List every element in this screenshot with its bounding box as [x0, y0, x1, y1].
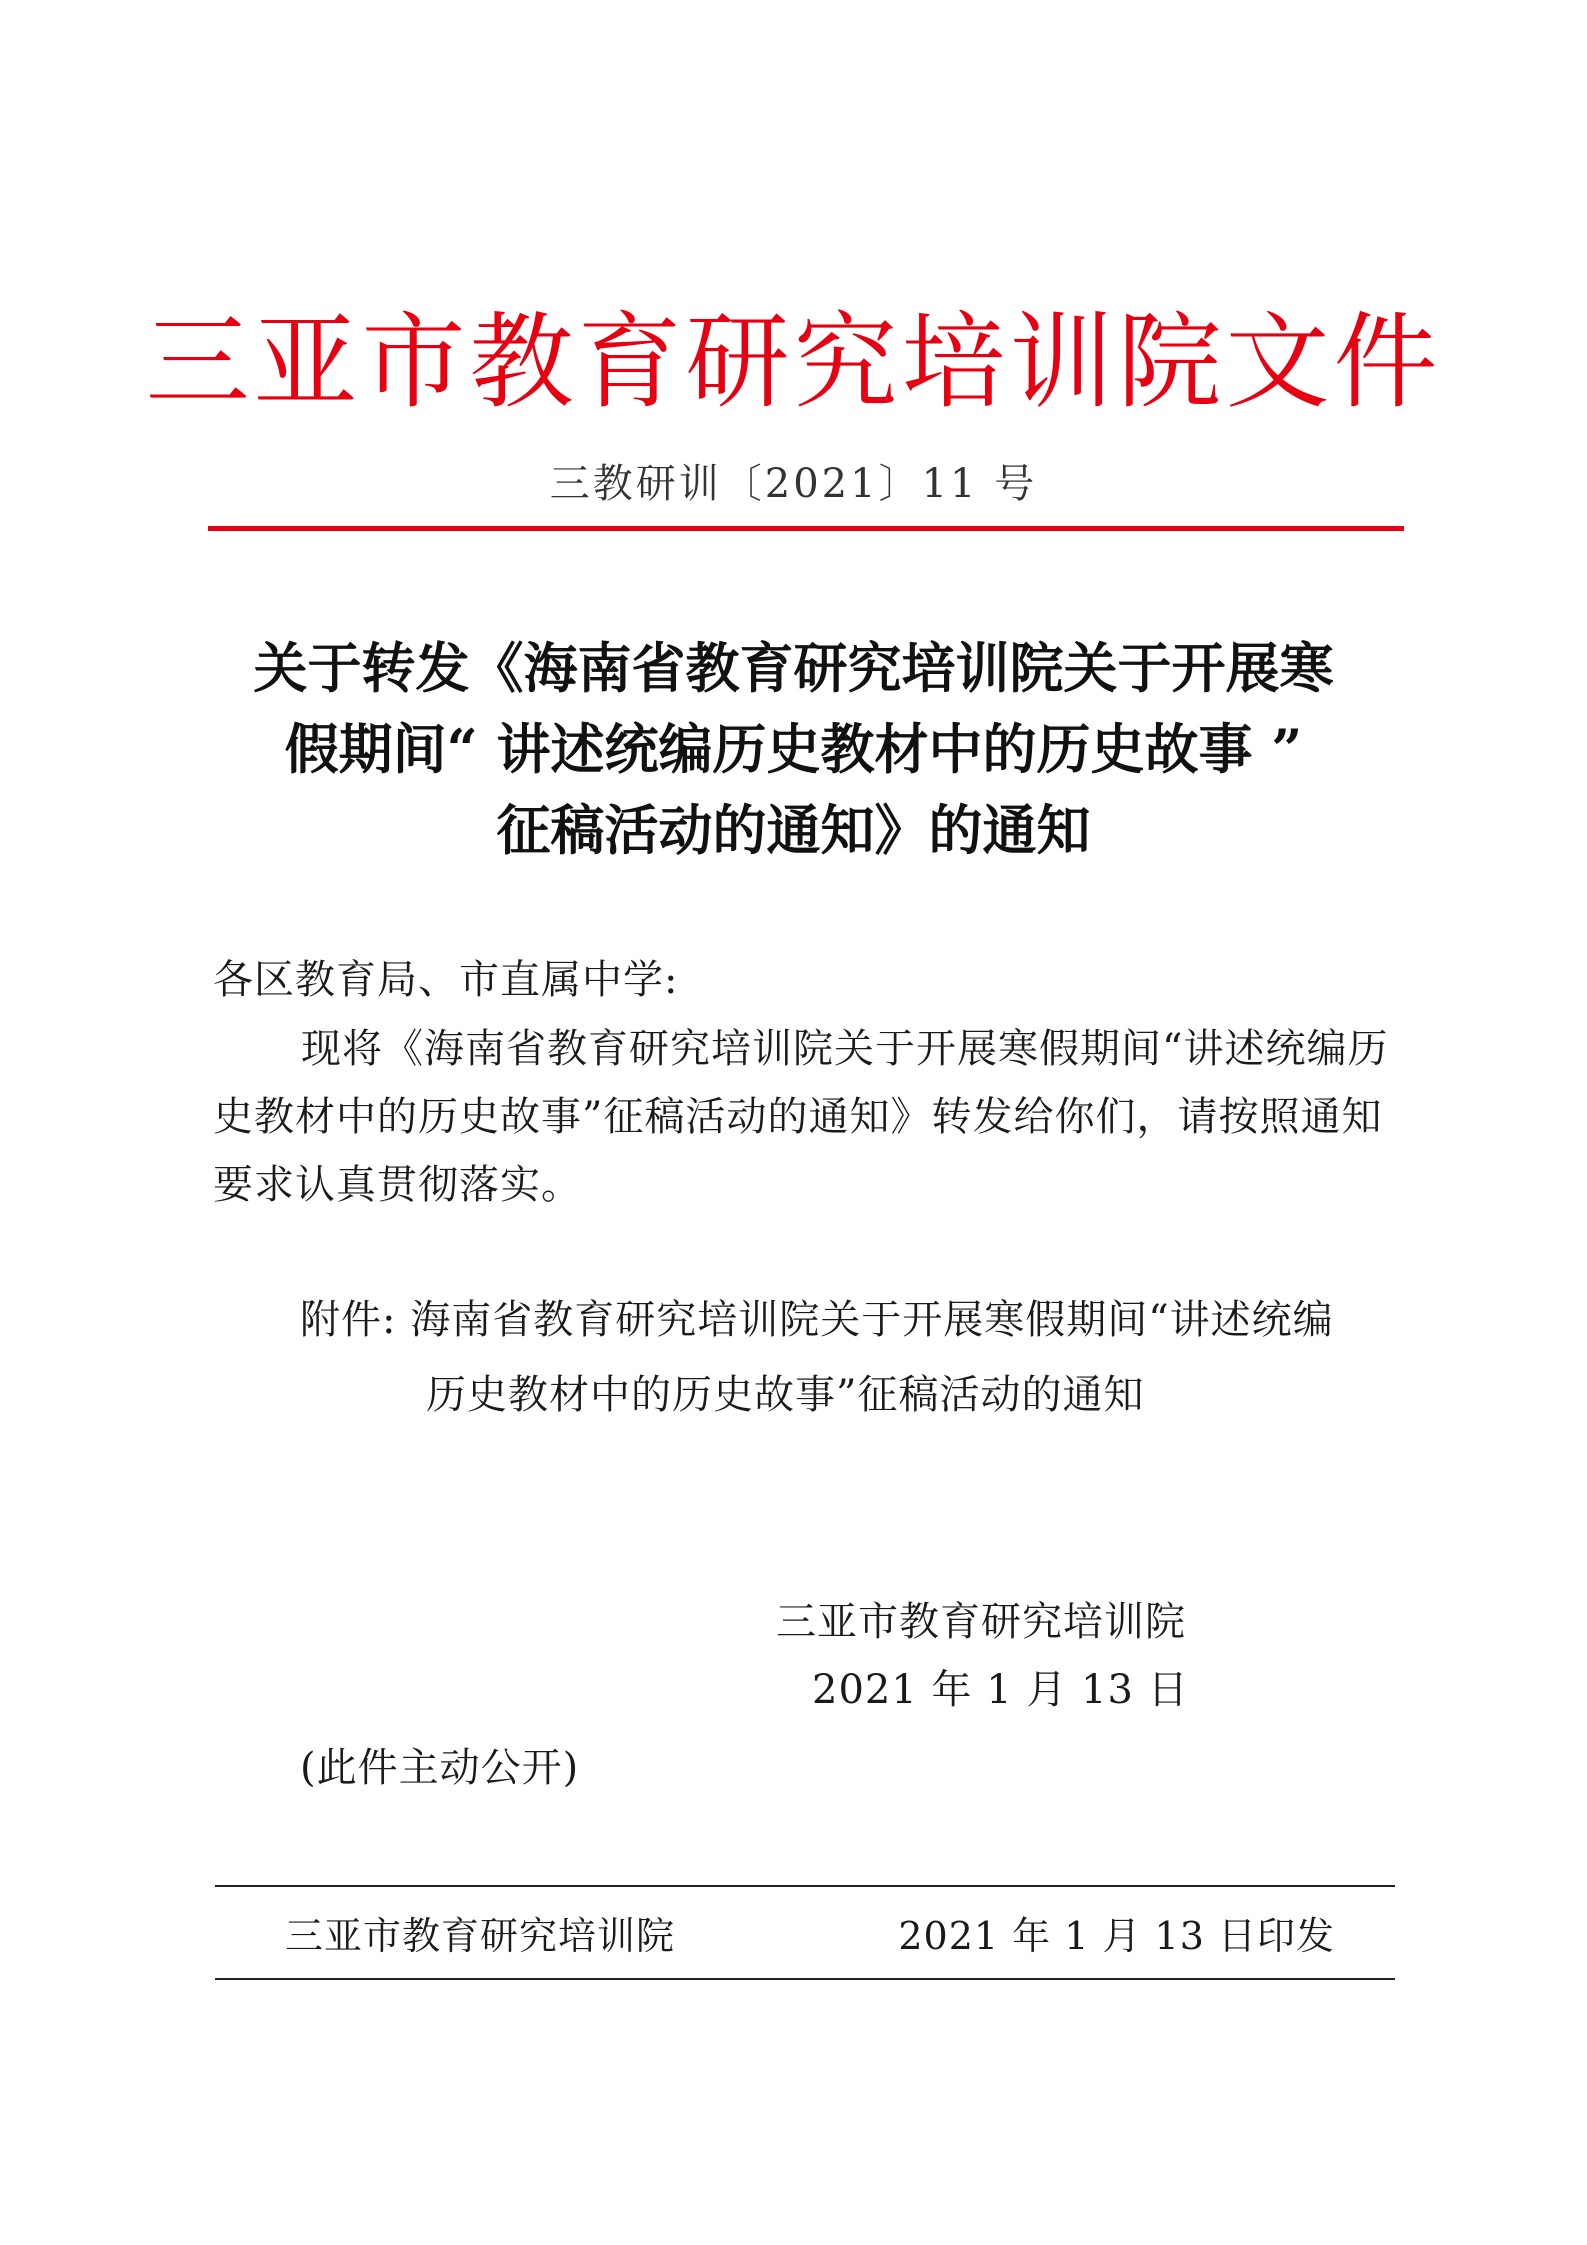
footer-issue-date: 2021 年 1 月 13 日印发 — [898, 1914, 1335, 1958]
document-title-line-2: 假期间“ 讲述统编历史教材中的历史故事 ” — [284, 717, 1303, 781]
attachment-line-1: 附件: 海南省教育研究培训院关于开展寒假期间“讲述统编 — [300, 1297, 1334, 1343]
signature-date: 2021 年 1 月 13 日 — [812, 1667, 1189, 1713]
signature-organization: 三亚市教育研究培训院 — [776, 1599, 1186, 1645]
footer-organization: 三亚市教育研究培训院 — [285, 1914, 676, 1958]
document-title-line-1: 关于转发《海南省教育研究培训院关于开展寒 — [253, 636, 1334, 700]
footer-top-rule — [215, 1885, 1395, 1887]
document-header-title: 三亚市教育研究培训院文件 — [145, 301, 1442, 423]
document-title — [150, 628, 1437, 871]
salutation: 各区教育局、市直属中学: — [213, 957, 679, 1003]
document-title-line-3: 征稿活动的通知》的通知 — [496, 798, 1091, 862]
attachment-line-2: 历史教材中的历史故事”征稿活动的通知 — [426, 1372, 1145, 1418]
public-disclosure-note: (此件主动公开) — [300, 1745, 580, 1791]
body-paragraph: 现将《海南省教育研究培训院关于开展寒假期间“讲述统编历史教材中的历史故事”征稿活动的通知》转发给你们，请按照通知要求认真贯彻落实。 — [213, 1026, 1389, 1208]
header-red-rule — [208, 526, 1404, 531]
document-number: 三教研训〔2021〕11 号 — [549, 461, 1038, 507]
footer-bottom-rule — [215, 1978, 1395, 1980]
